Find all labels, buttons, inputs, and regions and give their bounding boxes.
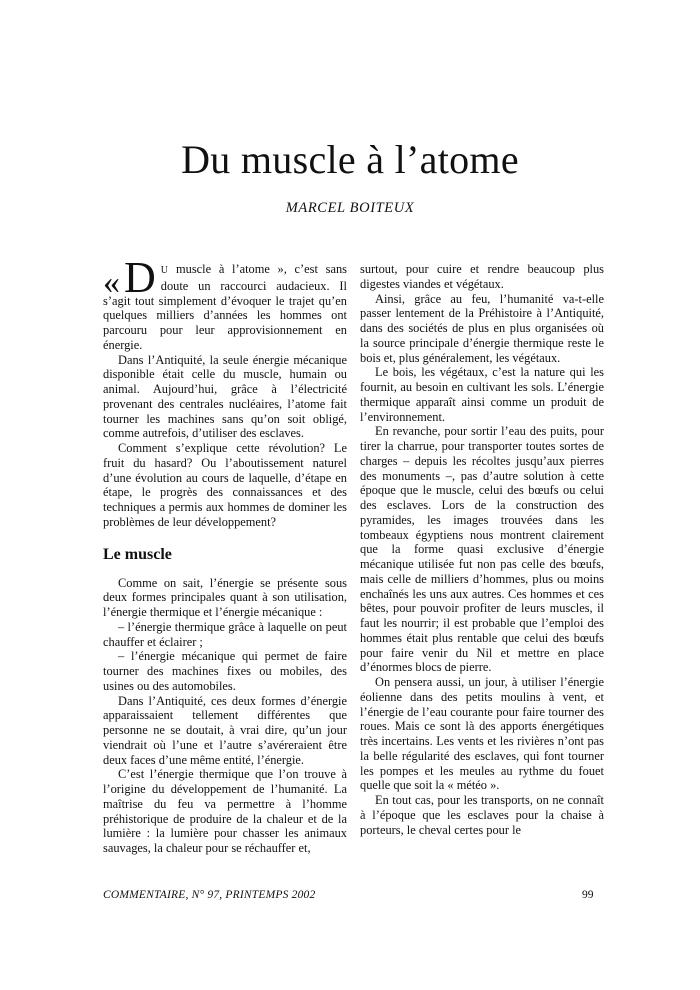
right-column xyxy=(360,262,604,837)
right-paragraph-3: Le bois, les végétaux, c’est la nature qui les fournit, au besoin en cultivant les sols. L’énergie thermique apparaît ainsi comme un produit de l’environnement. xyxy=(360,365,604,424)
right-paragraph-5: On pensera aussi, un jour, à utiliser l’énergie éolienne dans des petits moulins à vent, et l’énergie de l’eau courante pour faire tourner des roues. Mais ce sont là des apports énergétiques très incertains. Les vents et les rivières n’ont pas la belle régularité des esclaves, qui font tourner les pompes et les meules au rythme du fouet quelle que soit la « météo ». xyxy=(360,675,604,793)
left-column xyxy=(103,253,347,856)
right-paragraph-2: Ainsi, grâce au feu, l’humanité va-t-elle passer lentement de la Préhistoire à l’Antiquité, dans des sociétés de plus en plus organisées où la source principale d’énergie thermique reste le bois et, plus généralement, les végétaux. xyxy=(360,291,604,365)
right-paragraph-4: En revanche, pour sortir l’eau des puits, pour tirer la charrue, pour transporter toutes sortes de charges – depuis les récoltes jusqu’aux pierres des monuments –, pas d’autre solution à cette époque que le muscle, celui des bœufs ou celui des esclaves. Lors de la construction des pyramides, les images trouvées dans les tombeaux égyptiens nous montrent clairement que la forme quasi exclusive d’énergie mécanique utilisée fut non pas celle des bœufs, mais celle de milliers d’hommes, plus ou moins enchaînés les uns aux autres. Ces hommes et ces bêtes, pour pouvoir profiter de leurs muscles, il faut les nourrir; il est probable que l’emploi des hommes était plus rentable que celui des bœufs pour faire venir du Nil et mettre en place d’énormes blocs de pierre. xyxy=(360,424,604,675)
list-item-thermal: – l’énergie thermique grâce à laquelle on peut chauffer et éclairer ; xyxy=(103,619,347,649)
section-paragraph-2: Dans l’Antiquité, ces deux formes d’énergie apparaissaient tellement différentes que personne ne se doutait, à vrai dire, qu’un jour viendrait où l’une et l’autre s’avéreraient être deux faces d’une même entité, l’énergie. xyxy=(103,693,347,767)
list-item-mechanical: – l’énergie mécanique qui permet de faire tourner des machines fixes ou mobiles, des usines ou des automobiles. xyxy=(103,649,347,693)
section-paragraph-intro: Comme on sait, l’énergie se présente sous deux formes principales quant à son utilisation, l’énergie thermique et l’énergie mécanique : xyxy=(103,575,347,619)
left-paragraph-2: Comment s’explique cette révolution? Le fruit du hasard? Ou l’aboutissement naturel d’une évolution au cours de laquelle, d’étape en étape, le progrès des connaissances et des techniques a permis aux hommes de dominer les problèmes de leur développement? xyxy=(103,441,347,529)
section-paragraph-3: C’est l’énergie thermique que l’on trouve à l’origine du développement de l’humanité. La maîtrise du feu va permettre à l’homme préhistorique de produire de la chaleur et de la lumière : la lumière pour chasser les animaux sauvages, la chaleur pour se réchauffer et, xyxy=(103,767,347,855)
right-paragraph-6: En tout cas, pour les transports, on ne connaît à l’époque que les esclaves pour la chaise à porteurs, le cheval certes pour le xyxy=(360,793,604,837)
page-number: 99 xyxy=(582,889,594,901)
article-title: Du muscle à l’atome xyxy=(181,137,519,182)
section-heading: Le muscle xyxy=(103,545,172,563)
right-paragraph-1: surtout, pour cuire et rendre beaucoup plus digestes viandes et végétaux. xyxy=(360,262,604,291)
intro-text: muscle à l’atome », c’est sans doute un raccourci audacieux. Il s’agit tout simplement d’évoquer le trajet qu’en quelques milliers d’années les hommes ont parcouru pour leur approvisionnement en énergie. xyxy=(103,262,347,352)
drop-cap: «D xyxy=(103,253,156,302)
left-paragraph-1: Dans l’Antiquité, la seule énergie mécanique disponible était celle du muscle, humain ou animal. Aujourd’hui, grâce à l’électricité provenant des centrales nucléaires, l’atome fait tourner les machines sans qu’on soit obligé, comme autrefois, d’utiliser des esclaves. xyxy=(103,352,347,441)
intro-paragraph xyxy=(103,253,347,353)
journal-footer: COMMENTAIRE, N° 97, PRINTEMPS 2002 xyxy=(103,889,316,901)
intro-smallcap: U xyxy=(160,265,169,276)
article-author: MARCEL BOITEUX xyxy=(285,200,415,216)
